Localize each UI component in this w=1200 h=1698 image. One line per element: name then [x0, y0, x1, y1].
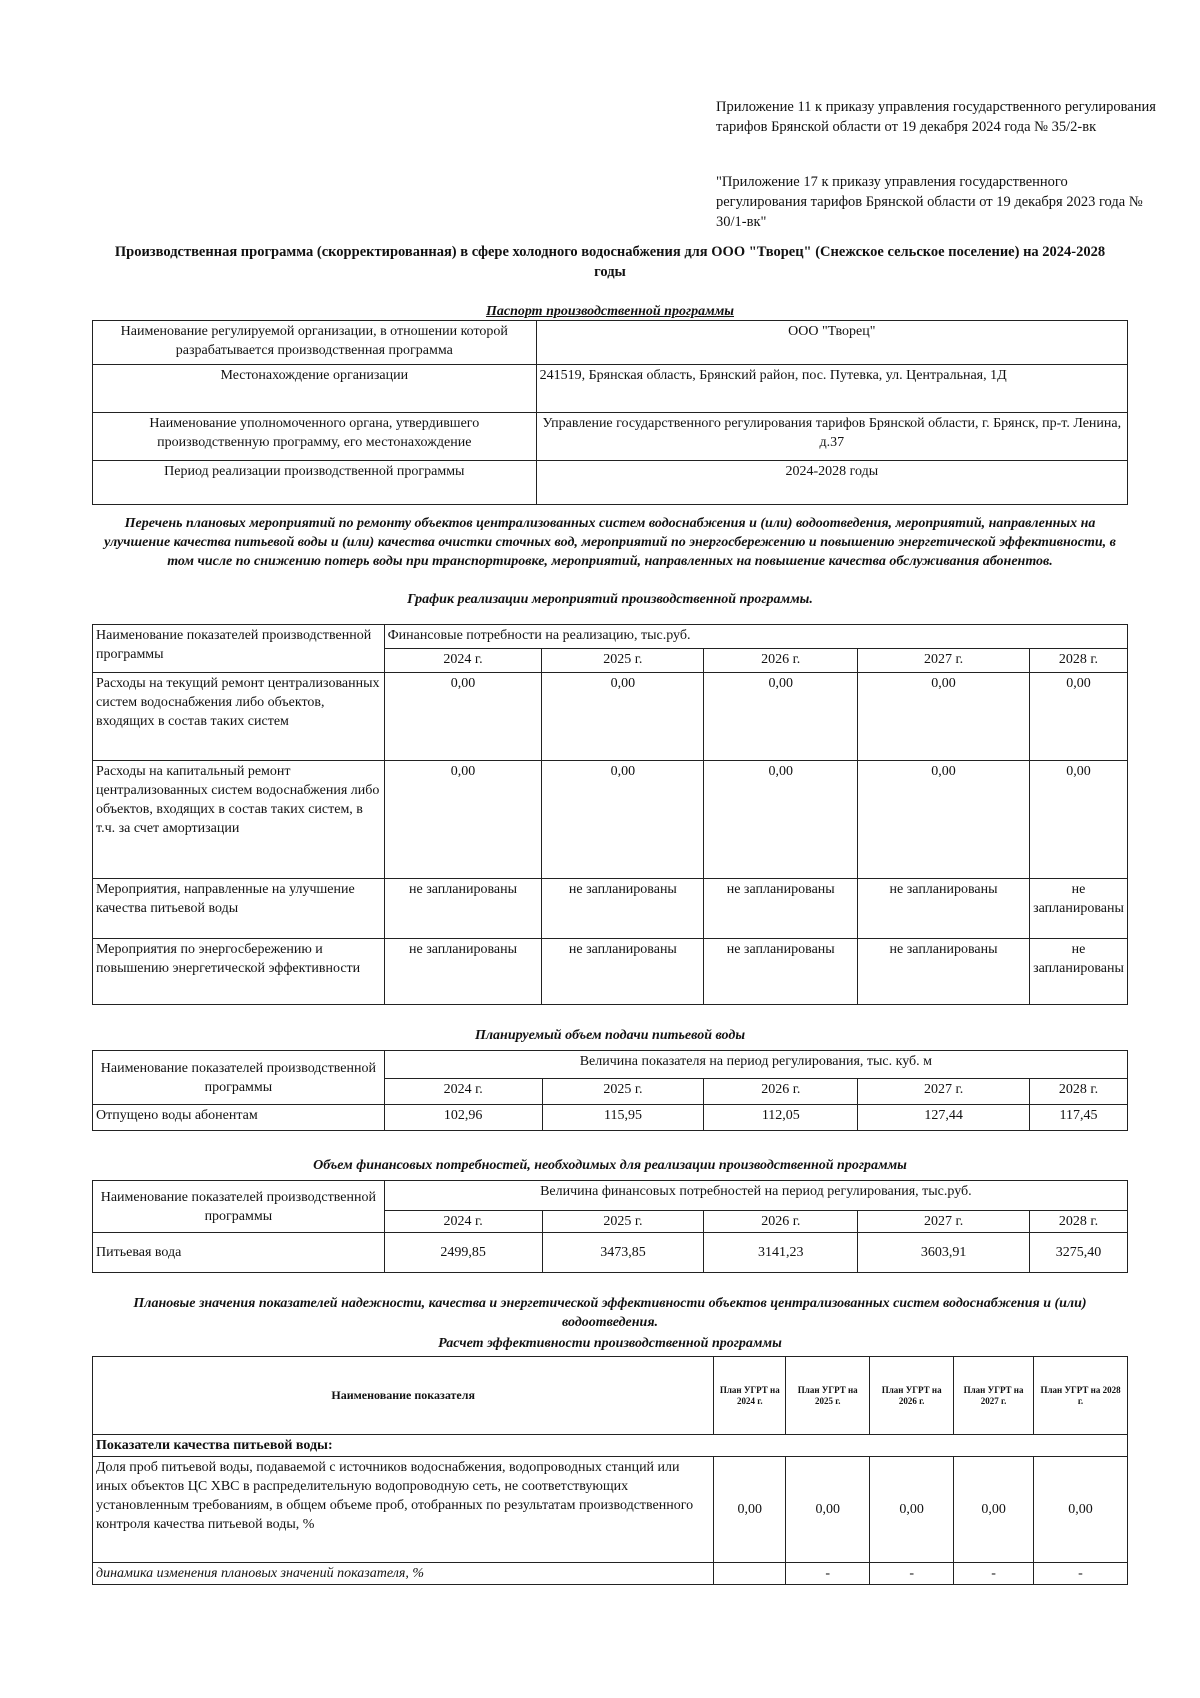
cell-value: 0,00 — [858, 673, 1030, 761]
volume-table — [92, 1050, 1128, 1131]
column-header: Наименование показателей производственной программы — [93, 625, 385, 673]
column-header: Наименование показателей производственной программы — [93, 1051, 385, 1105]
row-label: Расходы на капитальный ремонт централизованных систем водоснабжения либо объектов, входящих в состав таких систем, в т.ч. за счет амортизации — [93, 761, 385, 879]
cell-value: 0,00 — [542, 673, 704, 761]
cell-value: 0,00 — [1029, 761, 1127, 879]
cell-value: не запланированы — [1029, 939, 1127, 1005]
column-header: Наименование показателя — [93, 1357, 714, 1435]
row-label: Доля проб питьевой воды, подаваемой с источников водоснабжения, водопроводных станций или иных объектов ЦС ХВС в распределительную водопроводную сеть, не соответствующих установленным требованиям, в общем объеме проб, отобранных по результатам производственного контроля качества питьевой воды, % — [93, 1457, 714, 1563]
table-row — [93, 625, 1128, 649]
row-label: Мероприятия, направленные на улучшение качества питьевой воды — [93, 879, 385, 939]
events-subheading: График реализации мероприятий производственной программы. — [407, 592, 813, 607]
year-header: 2025 г. — [542, 649, 704, 673]
cell-value: 127,44 — [858, 1105, 1030, 1131]
group-header: Величина финансовых потребностей на период регулирования, тыс.руб. — [384, 1181, 1127, 1211]
column-header: Наименование показателей производственной программы — [93, 1181, 385, 1233]
reliability-subheading: Расчет эффективности производственной программы — [438, 1336, 782, 1351]
cell-value: 0,00 — [714, 1457, 786, 1563]
plan-header: План УГРТ на 2024 г. — [714, 1357, 786, 1435]
cell-value: не запланированы — [858, 879, 1030, 939]
table-row — [93, 1435, 1128, 1457]
cell-value: 0,00 — [954, 1457, 1034, 1563]
year-header: 2024 г. — [384, 649, 542, 673]
passport-value: 2024-2028 годы — [536, 461, 1127, 505]
cell-value: 117,45 — [1030, 1105, 1128, 1131]
passport-table — [92, 320, 1128, 505]
program-title: Производственная программа (скорректированная) в сфере холодного водоснабжения для ООО "Творец" (Снежское сельское поселение) на 2024-2028 годы — [114, 244, 1106, 280]
cell-value: - — [954, 1563, 1034, 1585]
year-header: 2027 г. — [858, 1079, 1030, 1105]
year-header: 2026 г. — [704, 649, 858, 673]
cell-value: не запланированы — [542, 939, 704, 1005]
cell-value: не запланированы — [384, 879, 542, 939]
table-row — [93, 1563, 1128, 1585]
passport-value: Управление государственного регулирования тарифов Брянской области, г. Брянск, пр-т. Ленина, д.37 — [536, 413, 1127, 461]
cell-value: не запланированы — [704, 879, 858, 939]
table-row — [93, 1051, 1128, 1079]
year-header: 2026 г. — [704, 1079, 858, 1105]
cell-value: 3603,91 — [858, 1233, 1030, 1273]
group-header: Финансовые потребности на реализацию, тыс.руб. — [384, 625, 1127, 649]
cell-value: 0,00 — [384, 673, 542, 761]
row-label: Питьевая вода — [93, 1233, 385, 1273]
cell-value: - — [1034, 1563, 1128, 1585]
cell-value: 3141,23 — [704, 1233, 858, 1273]
year-header: 2028 г. — [1030, 1211, 1128, 1233]
table-row — [93, 365, 1128, 413]
table-row — [93, 673, 1128, 761]
passport-label: Наименование регулируемой организации, в отношении которой разрабатывается производственная программа — [93, 321, 537, 365]
table-row — [93, 321, 1128, 365]
appendix-note-1: Приложение 11 к приказу управления государственного регулирования тарифов Брянской области от 19 декабря 2024 года № 35/2-вк — [716, 99, 1156, 135]
year-header: 2026 г. — [704, 1211, 858, 1233]
cell-value: 102,96 — [384, 1105, 542, 1131]
passport-label: Период реализации производственной программы — [93, 461, 537, 505]
group-label: Показатели качества питьевой воды: — [93, 1435, 1128, 1457]
cell-value: 3473,85 — [542, 1233, 704, 1273]
cell-value: - — [870, 1563, 954, 1585]
year-header: 2028 г. — [1030, 1079, 1128, 1105]
cell-value: 0,00 — [704, 673, 858, 761]
table-row — [93, 461, 1128, 505]
appendix-note-2: "Приложение 17 к приказу управления государственного регулирования тарифов Брянской области от 19 декабря 2023 года № 30/1-вк" — [716, 174, 1143, 230]
volume-heading: Планируемый объем подачи питьевой воды — [474, 1028, 746, 1043]
row-label: Мероприятия по энергосбережению и повышению энергетической эффективности — [93, 939, 385, 1005]
cell-value: 0,00 — [704, 761, 858, 879]
year-header: 2028 г. — [1029, 649, 1127, 673]
cell-value: не запланированы — [1029, 879, 1127, 939]
cell-value: не запланированы — [858, 939, 1030, 1005]
reliability-table — [92, 1356, 1128, 1585]
events-table — [92, 624, 1128, 1005]
year-header: 2024 г. — [384, 1079, 542, 1105]
finance-table — [92, 1180, 1128, 1273]
cell-value: 0,00 — [384, 761, 542, 879]
cell-value: 115,95 — [542, 1105, 704, 1131]
cell-value: 0,00 — [542, 761, 704, 879]
table-row — [93, 1105, 1128, 1131]
cell-value: не запланированы — [542, 879, 704, 939]
cell-value: - — [786, 1563, 870, 1585]
table-row — [93, 761, 1128, 879]
row-label: Расходы на текущий ремонт централизованных систем водоснабжения либо объектов, входящих в состав таких систем — [93, 673, 385, 761]
cell-value: 0,00 — [1034, 1457, 1128, 1563]
passport-value: 241519, Брянская область, Брянский район, пос. Путевка, ул. Центральная, 1Д — [536, 365, 1127, 413]
year-header: 2027 г. — [858, 649, 1030, 673]
finance-heading: Объем финансовых потребностей, необходимых для реализации производственной программы — [313, 1158, 907, 1173]
table-row — [93, 1181, 1128, 1211]
year-header: 2025 г. — [542, 1211, 704, 1233]
passport-heading: Паспорт производственной программы — [485, 304, 735, 319]
year-header: 2025 г. — [542, 1079, 704, 1105]
table-row — [93, 879, 1128, 939]
cell-value: 0,00 — [1029, 673, 1127, 761]
table-row — [93, 413, 1128, 461]
table-row — [93, 939, 1128, 1005]
reliability-heading: Плановые значения показателей надежности, качества и энергетической эффективности объектов централизованных систем водоснабжения и (или) водоотведения. — [133, 1296, 1087, 1330]
table-row — [93, 1233, 1128, 1273]
table-row — [93, 1457, 1128, 1563]
plan-header: План УГРТ на 2028 г. — [1034, 1357, 1128, 1435]
year-header: 2027 г. — [858, 1211, 1030, 1233]
row-label: динамика изменения плановых значений показателя, % — [93, 1563, 714, 1585]
passport-label: Наименование уполномоченного органа, утвердившего производственную программу, его местонахождение — [93, 413, 537, 461]
cell-value: не запланированы — [704, 939, 858, 1005]
passport-value: ООО "Творец" — [536, 321, 1127, 365]
cell-value: 0,00 — [870, 1457, 954, 1563]
events-heading: Перечень плановых мероприятий по ремонту объектов централизованных систем водоснабжения и (или) водоотведения, мероприятий, направленных на улучшение качества питьевой воды и (или) качества очистки сточных вод, мероприятий по энергосбережению и повышению энергетической эффективности, в том числе по снижению потерь воды при транспортировке, мероприятий, направленных на повышение качества обслуживания абонентов. — [104, 516, 1116, 569]
passport-label: Местонахождение организации — [93, 365, 537, 413]
plan-header: План УГРТ на 2026 г. — [870, 1357, 954, 1435]
cell-value: не запланированы — [384, 939, 542, 1005]
year-header: 2024 г. — [384, 1211, 542, 1233]
plan-header: План УГРТ на 2027 г. — [954, 1357, 1034, 1435]
cell-value: 0,00 — [786, 1457, 870, 1563]
group-header: Величина показателя на период регулирования, тыс. куб. м — [384, 1051, 1127, 1079]
row-label: Отпущено воды абонентам — [93, 1105, 385, 1131]
plan-header: План УГРТ на 2025 г. — [786, 1357, 870, 1435]
cell-value: 112,05 — [704, 1105, 858, 1131]
cell-value — [714, 1563, 786, 1585]
table-row — [93, 1357, 1128, 1435]
cell-value: 2499,85 — [384, 1233, 542, 1273]
cell-value: 0,00 — [858, 761, 1030, 879]
cell-value: 3275,40 — [1030, 1233, 1128, 1273]
